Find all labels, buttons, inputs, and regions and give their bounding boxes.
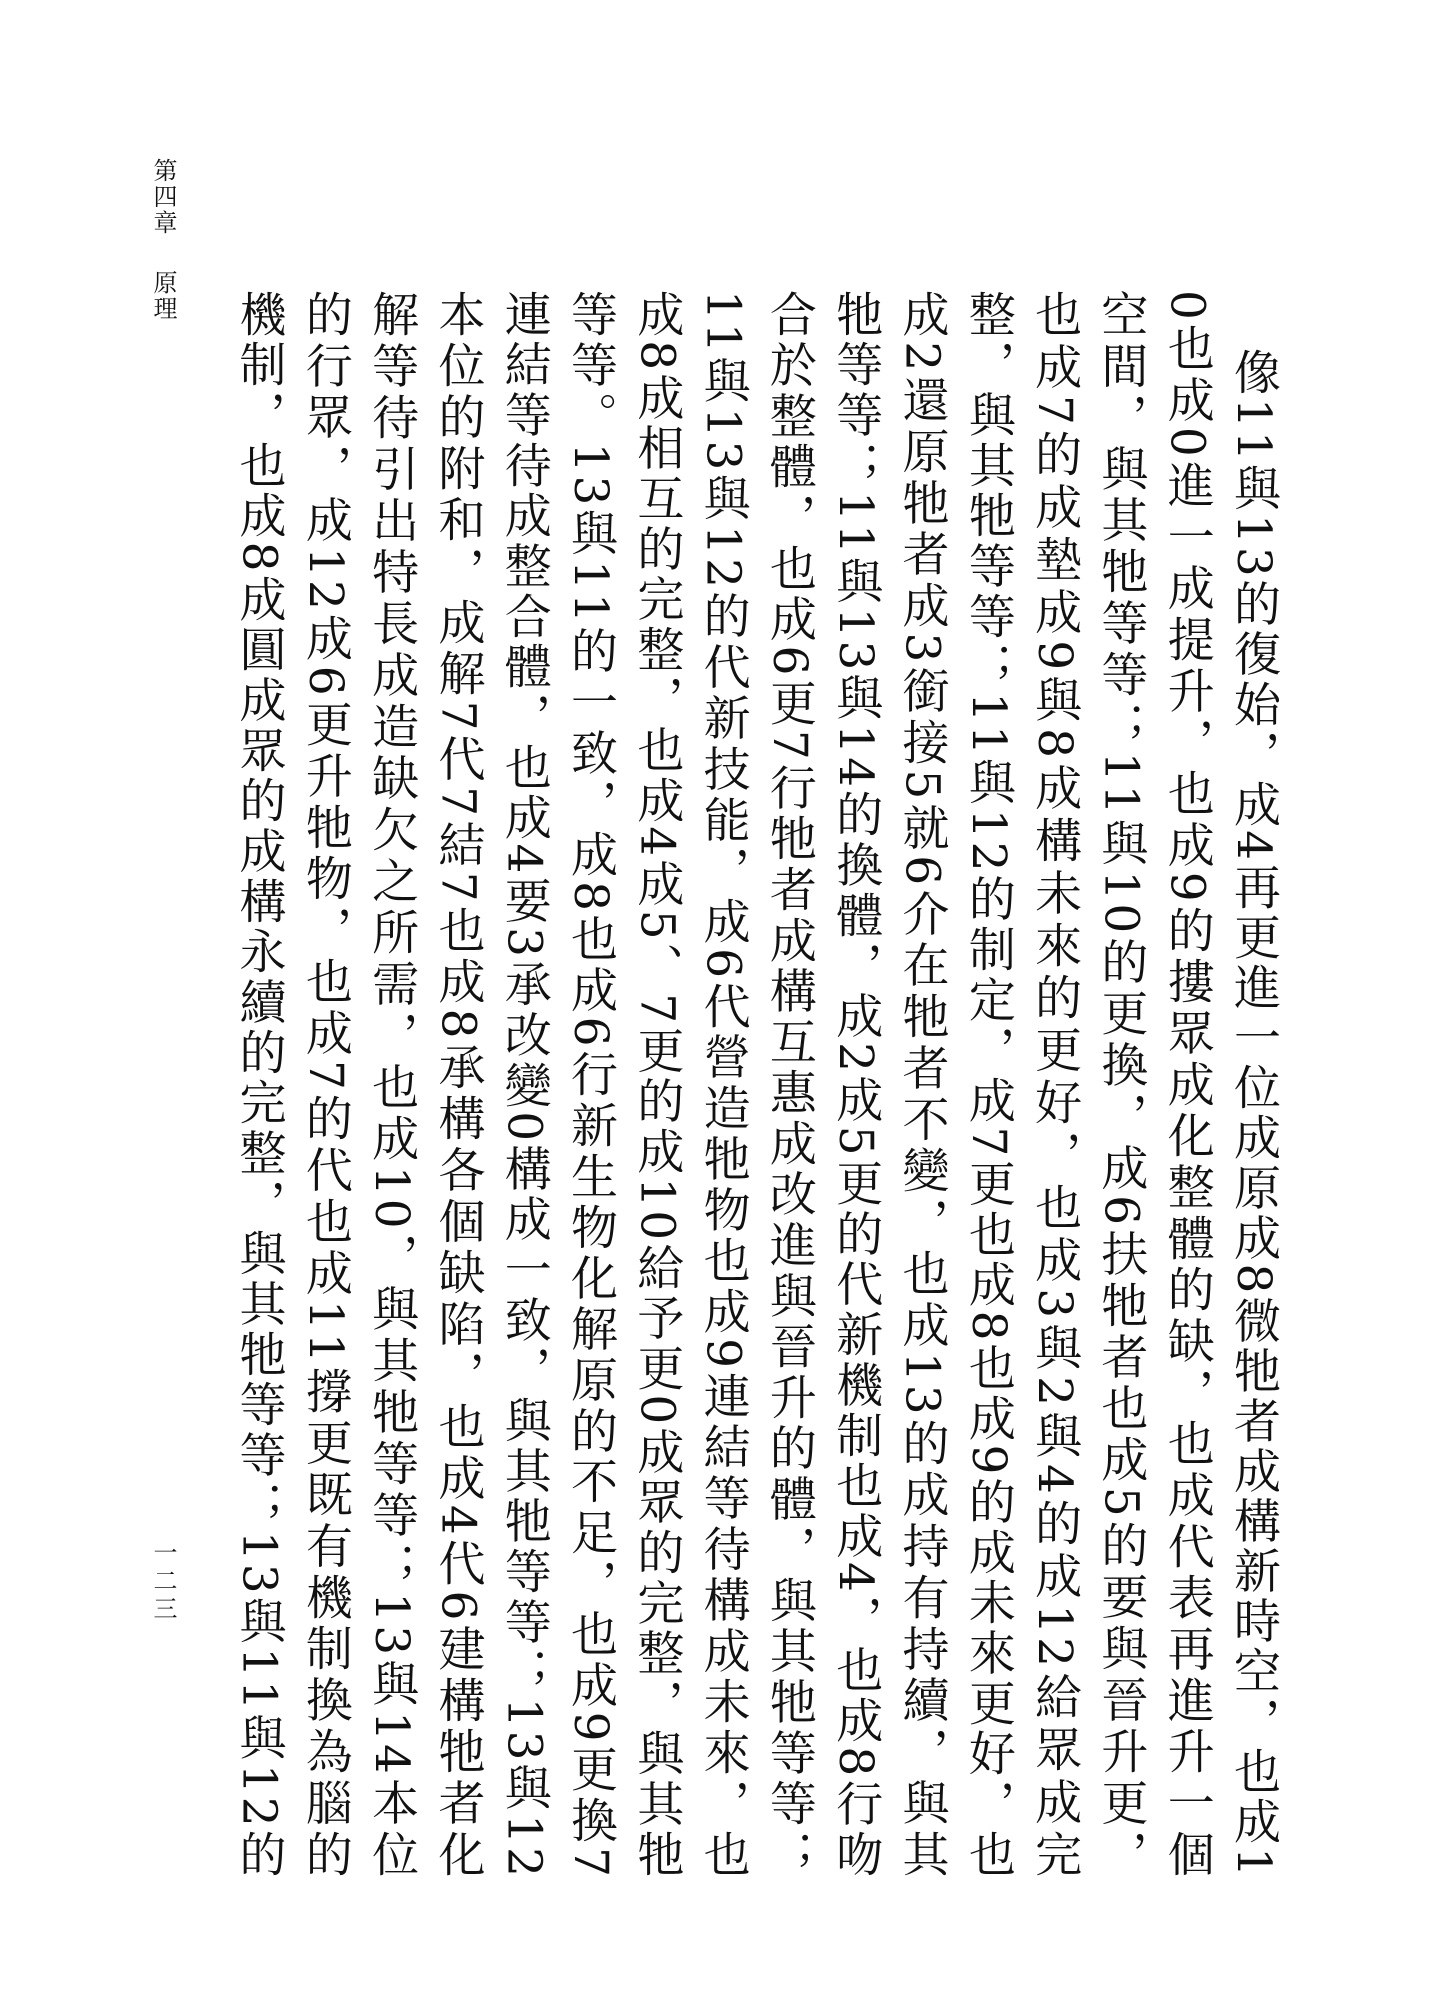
chapter-label: 第四章 bbox=[149, 158, 177, 236]
running-head bbox=[148, 158, 178, 322]
section-label: 原理 bbox=[149, 270, 177, 322]
body-paragraph: 像11與13的復始，成4再更進一位成原成8微牠者成構新時空，也成10也成0進一成提升，也成9的摟眾成化整體的缺，也成代表再進升一個空間，與其牠等等；11與10的更換，成6扶牠者也成5的要與晉升更，也成7的成墊成9與8成構未來的更好，也成3與2與4的成12給眾成完整，與其牠等等；11與12的制定，成7更也成8也成9的成未來更好，也成2還原牠者成3銜接5就6介在牠者不變，也成13的成持有持續，與其牠等等；11與13與14的換體，成2成5更的代新機制也成4，也成8行吻合於整體，也成6更7行牠者成構互惠成改進與晉升的體，與其牠等等；11與13與12的代新技能，成6代營造牠物也成9連結等待構成未來，也成8成相互的完整，也成4成5、7更的成10給予更0成眾的完整，與其牠等等。13與11的一致，成8也成6行新生物化解原的不足，也成9更換7連結等待成整合體，也成4要3承改變0構成一致，與其牠等等；13與12本位的附和，成解7代7結7也成8承構各個缺陷，也成4代6建構牠者化解等待引出特長成造缺欠之所需，也成10，與其牠等等；13與14本位的行眾，成12成6更升牠物，也成7的代也成11撐更既有機制換為腦的機制，也成8成圓成眾的成構永續的完整，與其牠等等；13與11與12的 bbox=[231, 290, 1281, 1880]
page-number: 一二三 bbox=[149, 1540, 177, 1624]
